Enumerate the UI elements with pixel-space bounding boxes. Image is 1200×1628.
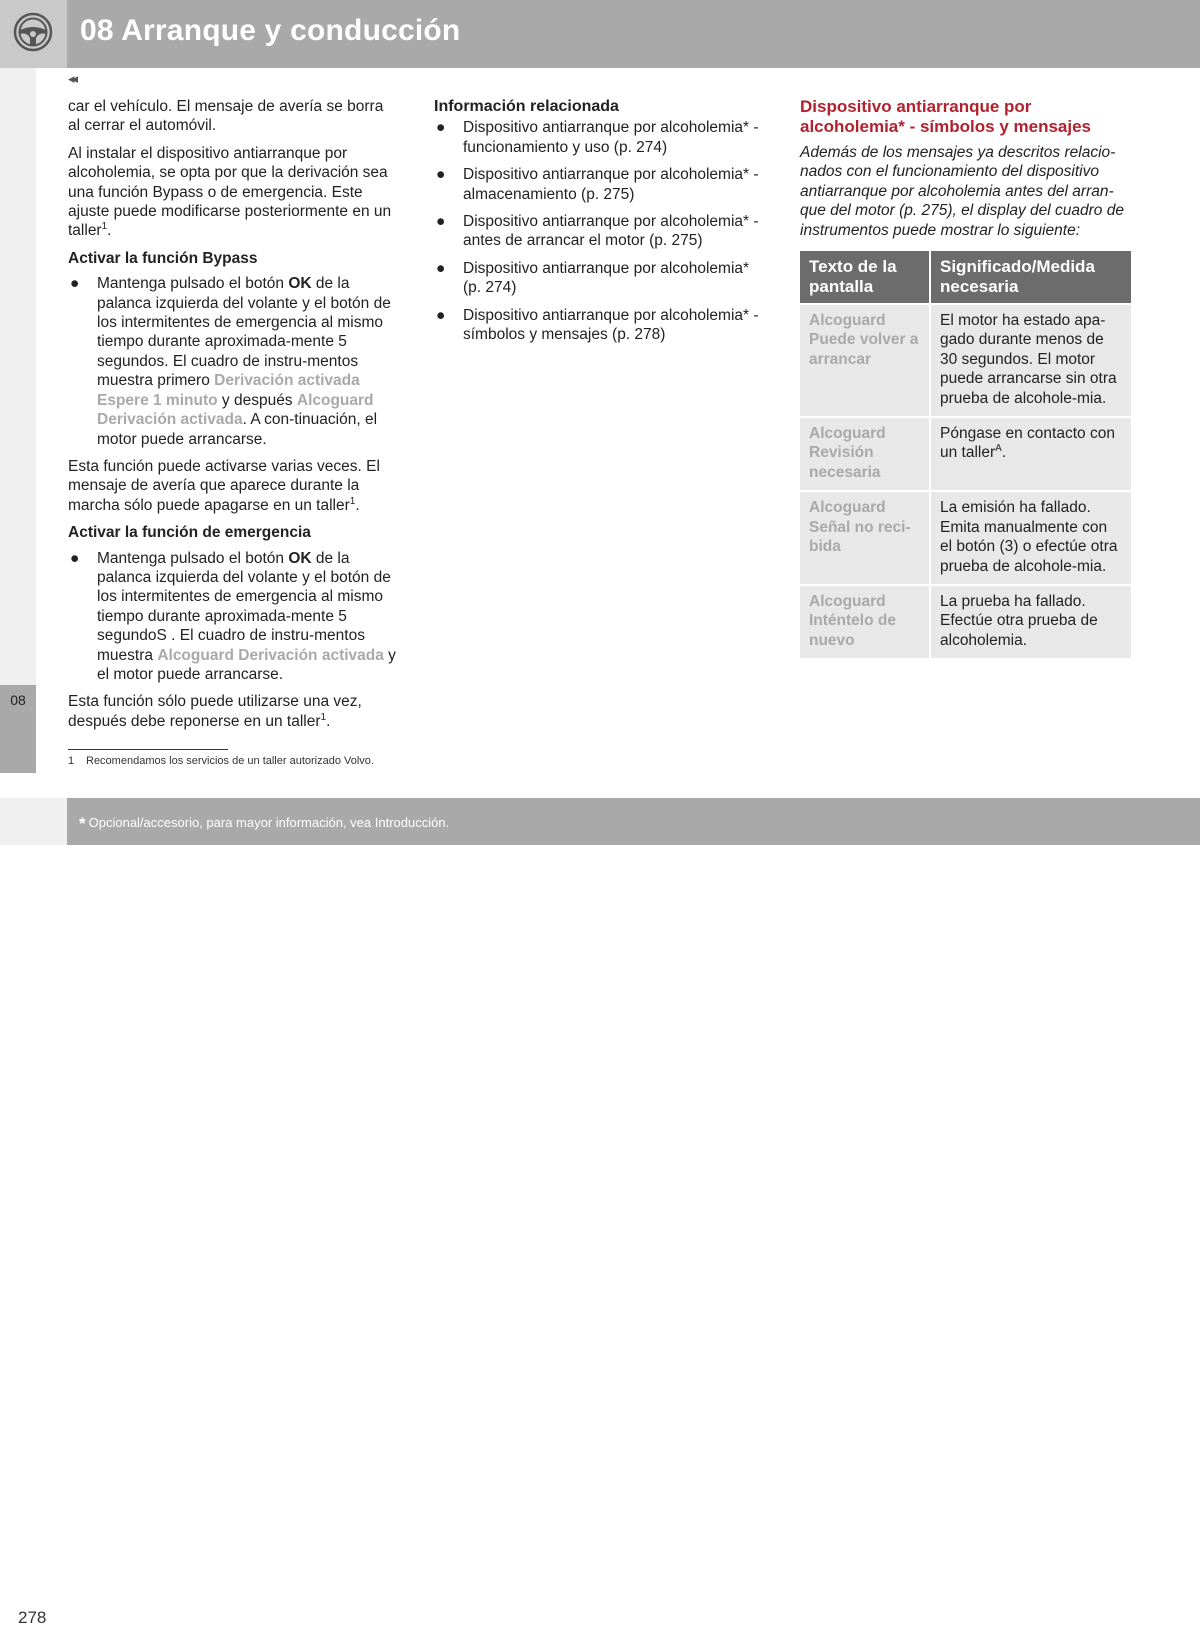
footnote-text: Recomendamos los servicios de un taller autorizado Volvo.	[86, 755, 374, 767]
column-right	[800, 97, 1132, 658]
messages-table	[800, 251, 1131, 658]
meaning-text: Póngase en contacto con un taller	[940, 425, 1115, 462]
footnote-ref[interactable]: A	[995, 443, 1002, 455]
punctuation: .	[107, 222, 112, 240]
bullet-emergency	[68, 549, 398, 685]
display-text-cell: Alcoguard Inténtelo de nuevo	[800, 585, 930, 658]
chapter-side-tab[interactable]	[0, 685, 36, 773]
punctuation: .	[355, 496, 360, 514]
star-icon: *	[79, 814, 86, 833]
side-tab-label: 08	[10, 692, 26, 708]
back-arrows-icon[interactable]: ◂◂	[68, 71, 76, 86]
page-footer	[67, 798, 1200, 845]
meaning-cell	[930, 417, 1131, 491]
chapter-header	[0, 0, 1200, 68]
footnote-ref[interactable]: 1	[320, 711, 327, 723]
table-row	[800, 585, 1131, 658]
button-name-ok: OK	[288, 275, 312, 293]
footnote-ref[interactable]: 1	[101, 221, 108, 233]
punctuation: .	[326, 712, 331, 730]
paragraph-continued	[68, 97, 398, 136]
related-link[interactable]	[434, 306, 769, 345]
table-row	[800, 304, 1131, 417]
steering-wheel-icon	[13, 12, 53, 52]
footnote-divider	[68, 749, 228, 750]
related-link[interactable]	[434, 212, 769, 251]
bullet-bypass	[68, 274, 398, 449]
bullet-icon: ●	[70, 275, 80, 293]
meaning-cell: El motor ha estado apa-gado durante menos de 30 segundos. El motor puede arrancarse sin otra prueba de alcohole-mia.	[930, 304, 1131, 417]
table-row	[800, 417, 1131, 491]
related-link[interactable]	[434, 165, 769, 204]
section-heading: Dispositivo antiarranque por alcoholemia* - símbolos y mensajes	[800, 97, 1092, 136]
page-number-box	[0, 798, 67, 1627]
punctuation: .	[1001, 444, 1007, 462]
bullet-icon: ●	[436, 306, 446, 324]
chapter-title: 08 Arranque y conducción	[80, 14, 461, 47]
paragraph-text: Esta función puede activarse varias veces. El mensaje de avería que aparece durante la marcha sólo puede apagarse en un taller	[68, 457, 380, 514]
related-link-text[interactable]: Dispositivo antiarranque por alcoholemia* - símbolos y mensajes (p. 278)	[463, 306, 759, 344]
bullet-text: de la palanca izquierda del volante y el botón de los intermitentes de emergencia al mismo tiempo durante aproximada-mente 5 segundoS . El cuadro de instru-mentos muestra	[97, 549, 391, 664]
bullet-icon: ●	[436, 259, 446, 277]
related-link-text[interactable]: Dispositivo antiarranque por alcoholemia* (p. 274)	[463, 259, 750, 297]
column-left	[68, 97, 398, 739]
footnote-ref[interactable]: 1	[349, 495, 356, 507]
related-link[interactable]	[434, 118, 769, 157]
footnote	[68, 755, 374, 767]
display-text-cell: Alcoguard Puede volver a arrancar	[800, 304, 930, 417]
display-text-cell: Alcoguard Revisión necesaria	[800, 417, 930, 491]
table-header-row	[800, 251, 1131, 304]
bullet-icon: ●	[436, 166, 446, 184]
page-number: 278	[18, 1608, 47, 1627]
margin-strip	[0, 68, 36, 773]
paragraph-repeat	[68, 457, 398, 515]
bullet-text: y después	[217, 391, 297, 409]
column-middle	[434, 97, 769, 352]
bullet-text: y el motor puede arrancarse.	[97, 646, 396, 683]
bullet-text: de la palanca izquierda del volante y el botón de los intermitentes de emergencia al mismo tiempo durante aproximada-mente 5 segundos. El cuadro de instru-mentos muestra primero	[97, 275, 391, 390]
related-link-text[interactable]: Dispositivo antiarranque por alcoholemia* - almacenamiento (p. 275)	[463, 166, 759, 203]
related-link[interactable]	[434, 259, 769, 298]
table-header-cell: Significado/Medida necesaria	[930, 251, 1131, 304]
footer-note	[79, 814, 449, 834]
bullet-text: Mantenga pulsado el botón	[97, 275, 289, 293]
paragraph-text: car el vehículo. El mensaje de avería se borra al cerrar el automóvil.	[68, 98, 384, 135]
bullet-icon: ●	[70, 549, 80, 567]
meaning-cell: La emisión ha fallado. Emita manualmente con el botón (3) o efectúe otra prueba de alcohole-mia.	[930, 491, 1131, 585]
display-message: Alcoguard Derivación activada	[97, 391, 374, 429]
paragraph-once	[68, 692, 398, 731]
paragraph-text: Esta función sólo puede utilizarse una vez, después debe reponerse en un taller	[68, 693, 362, 730]
paragraph-text: Al instalar el dispositivo antiarranque por alcoholemia, se opta por que la derivación sea una función Bypass o de emergencia. Este ajuste puede modificarse posteriormente en un taller	[68, 144, 392, 240]
heading-bypass: Activar la función Bypass	[68, 249, 258, 267]
bullet-text: Mantenga pulsado el botón	[97, 549, 289, 567]
paragraph-derivation	[68, 144, 398, 241]
button-name-ok: OK	[288, 549, 312, 567]
table-header-cell: Texto de la pantalla	[800, 251, 930, 304]
footnote-number: 1	[68, 755, 75, 767]
chapter-icon-box	[0, 0, 67, 68]
display-text-cell: Alcoguard Señal no reci-bida	[800, 491, 930, 585]
meaning-cell: La prueba ha fallado. Efectúe otra prueba de alcoholemia.	[930, 585, 1131, 658]
heading-emergency: Activar la función de emergencia	[68, 524, 311, 542]
footer-note-text: Opcional/accesorio, para mayor información, vea Introducción.	[88, 815, 450, 830]
display-message: Derivación activada Espere 1 minuto	[97, 372, 360, 409]
related-link-text[interactable]: Dispositivo antiarranque por alcoholemia* - funcionamiento y uso (p. 274)	[463, 119, 759, 156]
bullet-icon: ●	[436, 213, 446, 231]
related-link-text[interactable]: Dispositivo antiarranque por alcoholemia* - antes de arrancar el motor (p. 275)	[463, 213, 759, 250]
display-message: Alcoguard Derivación activada	[157, 646, 384, 664]
bullet-text: . A con-tinuación, el motor puede arrancarse.	[97, 411, 378, 448]
related-info-heading: Información relacionada	[434, 98, 619, 115]
table-row	[800, 491, 1131, 585]
section-intro: Además de los mensajes ya descritos relacio-nados con el funcionamiento del dispositivo antiarranque por alcoholemia antes del arran-que del motor (p. 275), el display del cuadro de instrumentos puede mostrar lo siguiente:	[800, 144, 1124, 239]
bullet-icon: ●	[436, 119, 446, 137]
